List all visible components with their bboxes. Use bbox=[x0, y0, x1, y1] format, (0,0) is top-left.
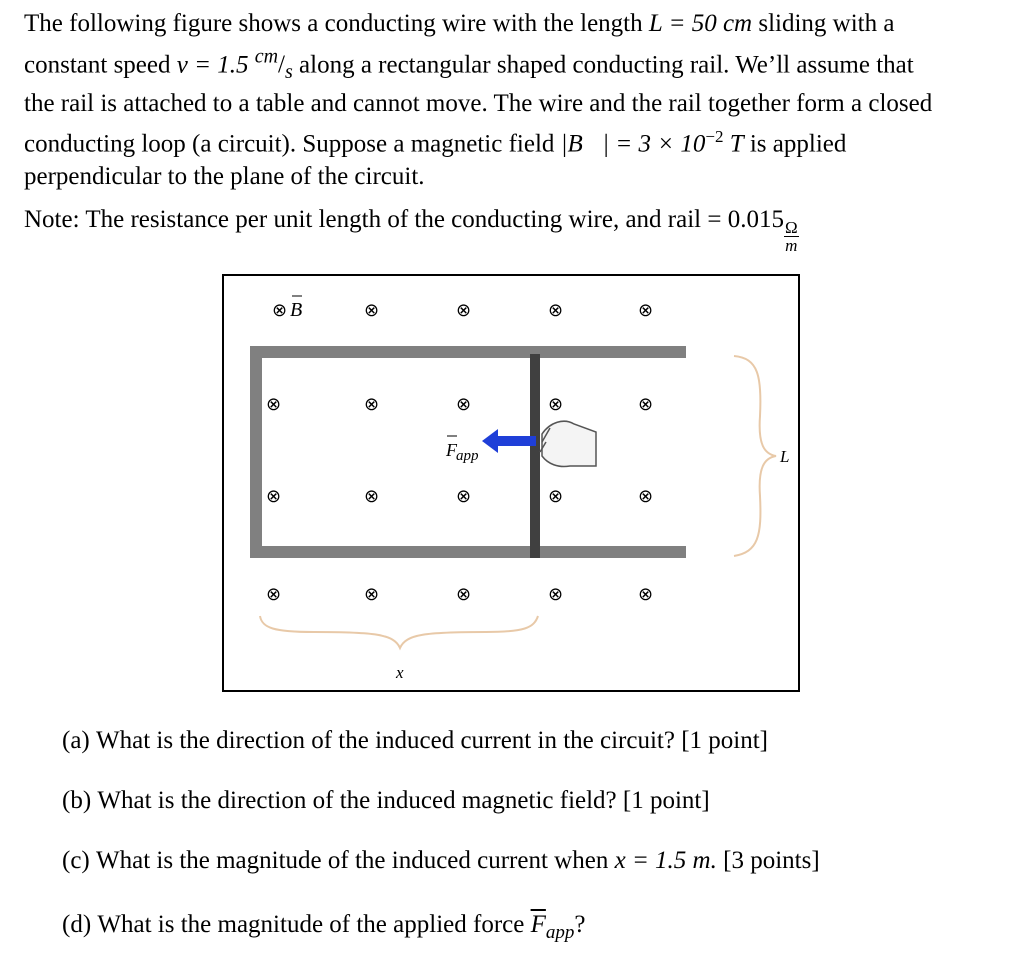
question-d: (d) What is the magnitude of the applied force $\overline{F}_{app}$? bbox=[62, 911, 586, 943]
force-label: F bbox=[446, 440, 457, 460]
position-label: x bbox=[396, 663, 404, 682]
svg-text:⊗: ⊗ bbox=[266, 486, 282, 507]
field-expression: |B⃗| = 3 × 10 bbox=[560, 130, 706, 158]
hand-icon bbox=[540, 421, 596, 466]
circuit-figure bbox=[222, 274, 800, 692]
svg-text:⊗: ⊗ bbox=[272, 300, 288, 321]
circuit-diagram bbox=[224, 276, 802, 694]
line-5: perpendicular to the plane of the circuit. bbox=[24, 162, 425, 190]
svg-text:⊗: ⊗ bbox=[548, 394, 564, 415]
question-c: (c) What is the magnitude of the induced current when x = 1.5 m. [3 points] bbox=[62, 847, 820, 874]
position-brace bbox=[260, 616, 538, 648]
svg-text:⊗: ⊗ bbox=[266, 584, 282, 605]
svg-text:⊗: ⊗ bbox=[638, 486, 654, 507]
svg-text:⊗: ⊗ bbox=[456, 486, 472, 507]
question-b: (b) What is the direction of the induced magnetic field? [1 point] bbox=[62, 787, 710, 814]
line-2: constant speed v = 1.5 $^{cm}/_s$ along a rectangular shaped conducting rail. We’ll assume that bbox=[24, 45, 914, 83]
line-1: The following figure shows a conducting wire with the length L = 50 cm sliding with a bbox=[24, 10, 895, 37]
speed-expression: v = 1.5 bbox=[176, 50, 249, 78]
question-a: (a) What is the direction of the induced current in the circuit? [1 point] bbox=[62, 727, 768, 754]
length-expression: L = 50 cm bbox=[648, 10, 753, 37]
note: Note: The resistance per unit length of the conducting wire, and rail = 0.015 $\frac{\Omega}{m}$ bbox=[24, 206, 798, 255]
field-label: B bbox=[290, 299, 303, 321]
svg-text:⊗: ⊗ bbox=[364, 486, 380, 507]
sliding-wire bbox=[530, 354, 540, 558]
svg-text:⊗: ⊗ bbox=[638, 300, 654, 321]
length-label: L bbox=[780, 447, 790, 466]
svg-text:⊗: ⊗ bbox=[638, 584, 654, 605]
ohm-per-meter-unit: $\frac{\Omega}{m}$ bbox=[784, 218, 798, 255]
svg-text:⊗: ⊗ bbox=[266, 394, 282, 415]
problem-statement bbox=[24, 8, 1004, 193]
svg-text:⊗: ⊗ bbox=[364, 394, 380, 415]
svg-text:⊗: ⊗ bbox=[638, 394, 654, 415]
length-brace bbox=[734, 356, 776, 556]
line-3: the rail is attached to a table and cannot move. The wire and the rail together form a closed bbox=[24, 90, 933, 118]
svg-text:⊗: ⊗ bbox=[548, 584, 564, 605]
speed-unit: $^{cm}/_s$ bbox=[254, 45, 293, 83]
svg-text:⊗: ⊗ bbox=[548, 486, 564, 507]
line-4: conducting loop (a circuit). Suppose a magnetic field |B⃗| = $3 \times 10^{-2}$ T is applied bbox=[24, 126, 847, 158]
svg-text:⊗: ⊗ bbox=[548, 300, 564, 321]
applied-force-arrow bbox=[482, 429, 536, 453]
svg-text:⊗: ⊗ bbox=[456, 584, 472, 605]
svg-text:app: app bbox=[456, 448, 479, 464]
svg-text:⊗: ⊗ bbox=[456, 394, 472, 415]
svg-text:⊗: ⊗ bbox=[364, 584, 380, 605]
svg-text:⊗: ⊗ bbox=[364, 300, 380, 321]
svg-text:⊗: ⊗ bbox=[456, 300, 472, 321]
